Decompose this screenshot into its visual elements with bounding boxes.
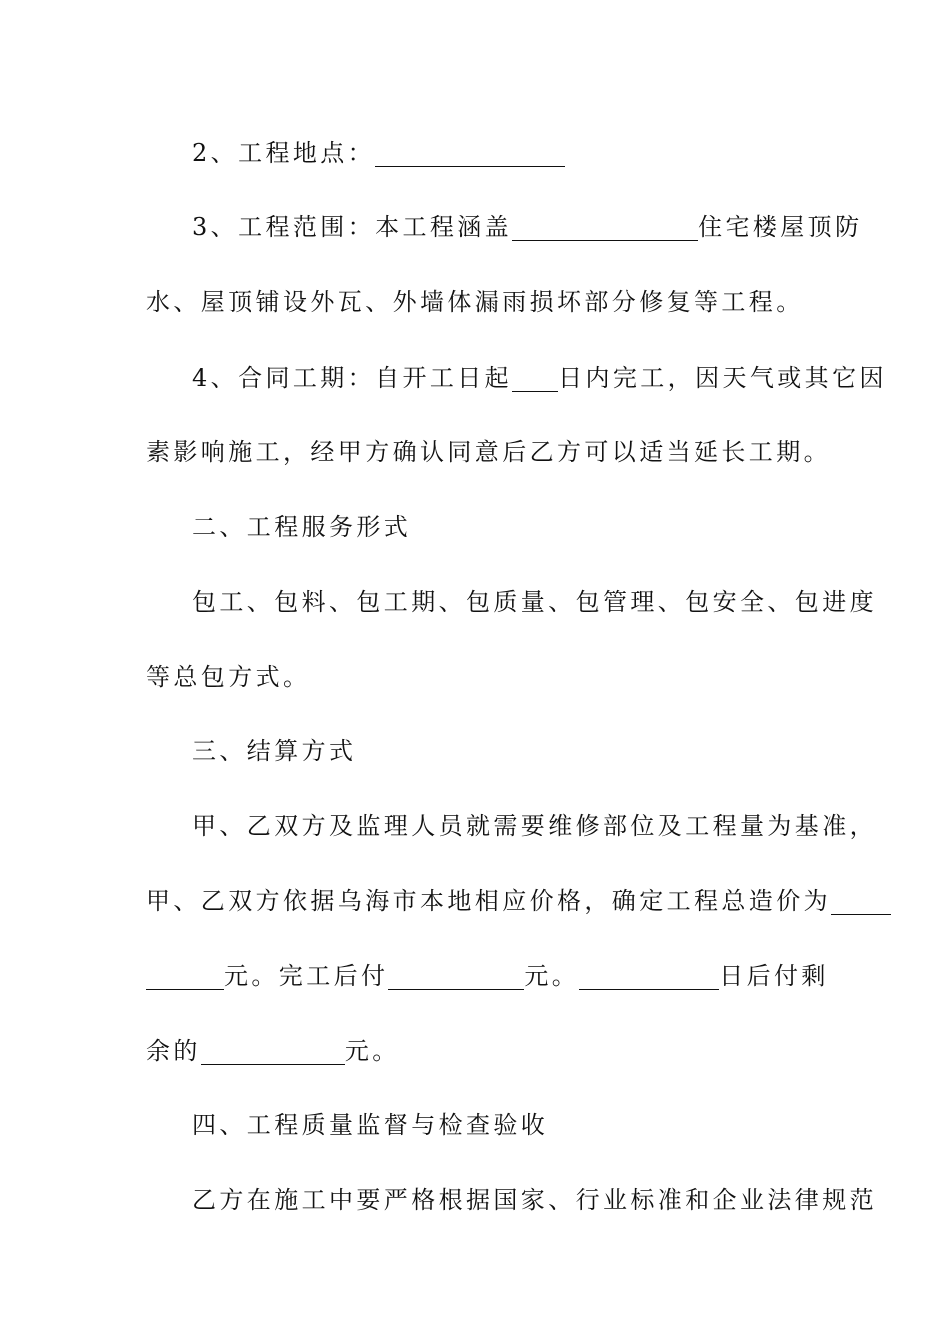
item-contract-period-label: 4、合同工期：自开工日起 [192,364,513,392]
paragraph-line: 乙方在施工中要严格根据国家、行业标准和企业法律规范 [192,1186,877,1214]
payment-label-2: 元。 [524,962,580,990]
paragraph-line: 素影响施工，经甲方确认同意后乙方可以适当延长工期。 [146,438,831,466]
section-heading-service-form: 二、工程服务形式 [192,513,412,541]
project-location-blank[interactable] [375,140,565,167]
section-heading-quality: 四、工程质量监督与检查验收 [192,1111,549,1139]
paragraph-line: 等总包方式。 [146,663,311,691]
item-project-location [192,133,808,173]
section-heading-settlement: 三、结算方式 [192,737,357,765]
total-price-label: 甲、乙双方依据乌海市本地相应价格，确定工程总造价为 [146,887,831,915]
item-project-scope-tail: 住宅楼屋顶防 [698,213,863,241]
item-project-location-label: 2、工程地点： [192,139,376,167]
paragraph-line-total-price [146,881,831,921]
remaining-amount-blank[interactable] [201,1038,345,1065]
remaining-label: 余的 [146,1037,201,1065]
paragraph-line: 甲、乙双方及监理人员就需要维修部位及工程量为基准， [192,812,877,840]
payment-days-blank[interactable] [579,963,719,990]
item-project-scope [192,207,863,247]
project-scope-blank[interactable] [512,214,698,241]
total-price-blank-part2[interactable] [146,963,224,990]
total-price-blank-part1[interactable] [831,888,891,915]
completion-payment-blank[interactable] [388,963,524,990]
item-contract-period-tail: 日内完工，因天气或其它因 [558,364,887,392]
paragraph-line-remaining [146,1031,808,1071]
contract-days-blank[interactable] [512,365,558,392]
item-project-scope-label: 3、工程范围：本工程涵盖 [192,213,513,241]
payment-label-1: 元。完工后付 [224,962,389,990]
payment-label-3: 日后付剩 [719,962,829,990]
paragraph-line: 水、屋顶铺设外瓦、外墙体漏雨损坏部分修复等工程。 [146,288,804,316]
remaining-unit: 元。 [344,1037,400,1065]
paragraph-line: 包工、包料、包工期、包质量、包管理、包安全、包进度 [192,588,877,616]
paragraph-line-payments [146,956,829,996]
item-contract-period [192,358,887,398]
